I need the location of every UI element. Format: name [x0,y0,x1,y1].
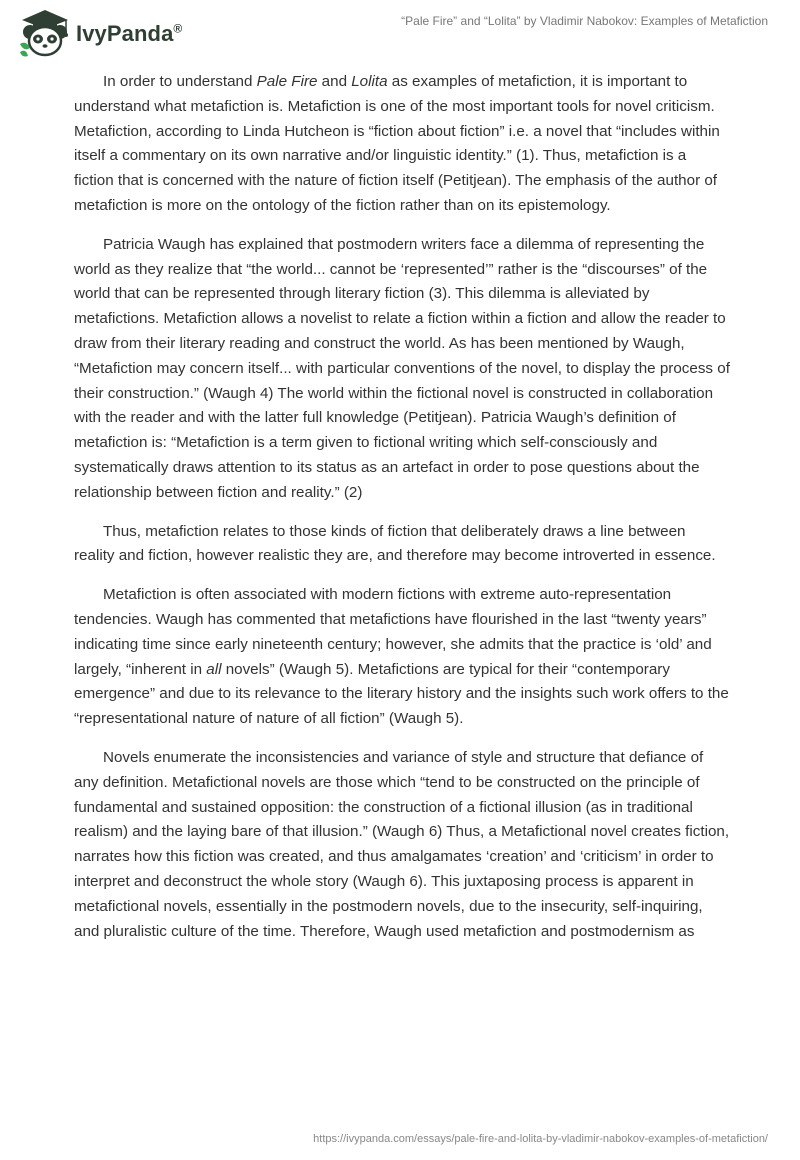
body-paragraph [74,520,730,570]
paragraph-text: In order to understand [103,73,257,90]
paragraph-text: novels” (Waugh 5). Metafictions are typical for their “contemporary emergence” and due to its relevance to the literary history and the insights such work offers to the “representational nature of nature of all fiction” (Waugh 5). [74,660,729,728]
source-url[interactable]: https://ivypanda.com/essays/pale-fire-and-lolita-by-vladimir-nabokov-examples-of-metafiction/ [313,1133,768,1145]
brand-name [76,21,182,47]
panda-graduate-logo-icon [16,8,74,60]
document-title: “Pale Fire” and “Lolita” by Vladimir Nabokov: Examples of Metafiction [401,14,768,28]
page-header [0,0,800,70]
paragraph-text: Metafiction is often associated with modern fictions with extreme auto-representation tendencies. Waugh has commented that metafictions have flourished in the last “twenty years” indicating time since early nineteenth century; however, she admits that the practice is ‘old’ and largely, “inherent in [74,586,712,678]
paragraph-text: and [317,73,352,90]
paragraph-text: Thus, metafiction relates to those kinds of fiction that deliberately draws a line between reality and fiction, however realistic they are, and therefore may become introverted in essence. [74,522,716,565]
essay-body [74,70,730,958]
registered-mark: ® [173,21,183,36]
italic-title-text: Lolita [351,73,388,90]
italic-title-text: all [206,660,222,678]
ivypanda-logo[interactable] [16,8,182,60]
body-paragraph [74,746,730,944]
paragraph-text: Patricia Waugh has explained that postmodern writers face a dilemma of representing the world as they realize that “the world... cannot be ‘represented’” rather is the “discourses” of the world that can be represented through literary fiction (3). This dilemma is alleviated by metafictions. Metafiction allows a novelist to relate a fiction within a fiction and allow the reader to draw from their literary reading and construct the world. As has been mentioned by Waugh, “Metafiction may concern itself... with particular conventions of the novel, to display the process of their construction.” (Waugh 4) The world within the fictional novel is constructed in collaboration with the reader and with the latter full knowledge (Petitjean). Patricia Waugh’s definition of metafiction is: “Metafiction is a term given to fictional writing which self-consciously and systematically draws attention to its status as an artefact in order to pose questions about the relationship between fiction and reality.” (2) [74,235,730,501]
italic-title-text: Pale Fire [256,73,318,90]
body-paragraph [74,70,730,219]
body-paragraph [74,583,730,732]
brand-text: IvyPanda [76,21,174,46]
paragraph-text: as examples of metafiction, it is important to understand what metafiction is. Metafiction is one of the most important tools for novel criticism. Metafiction, according to Linda Hutcheon is “fiction about fiction” i.e. a novel that “includes within itself a commentary on its own narrative and/or linguistic identity.” (1). Thus, metafiction is a fiction that is concerned with the nature of fiction itself (Petitjean). The emphasis of the author of metafiction is more on the ontology of the fiction rather than on its epistemology. [74,73,720,214]
paragraph-text: Novels enumerate the inconsistencies and variance of style and structure that defiance of any definition. Metafictional novels are those which “tend to be constructed on the principle of fundamental and sustained opposition: the construction of a fictional illusion (as in traditional realism) and the laying bare of that illusion.” (Waugh 6) Thus, a Metafictional novel creates fiction, narrates how this fiction was created, and thus amalgamates ‘creation’ and ‘criticism’ in order to interpret and deconstruct the whole story (Waugh 6). This juxtaposing process is apparent in metafictional novels, essentially in the postmodern novels, due to the insecurity, self-inquiring, and pluralistic culture of the time. Therefore, Waugh used metafiction and postmodernism as [74,748,730,940]
body-paragraph [74,233,730,506]
